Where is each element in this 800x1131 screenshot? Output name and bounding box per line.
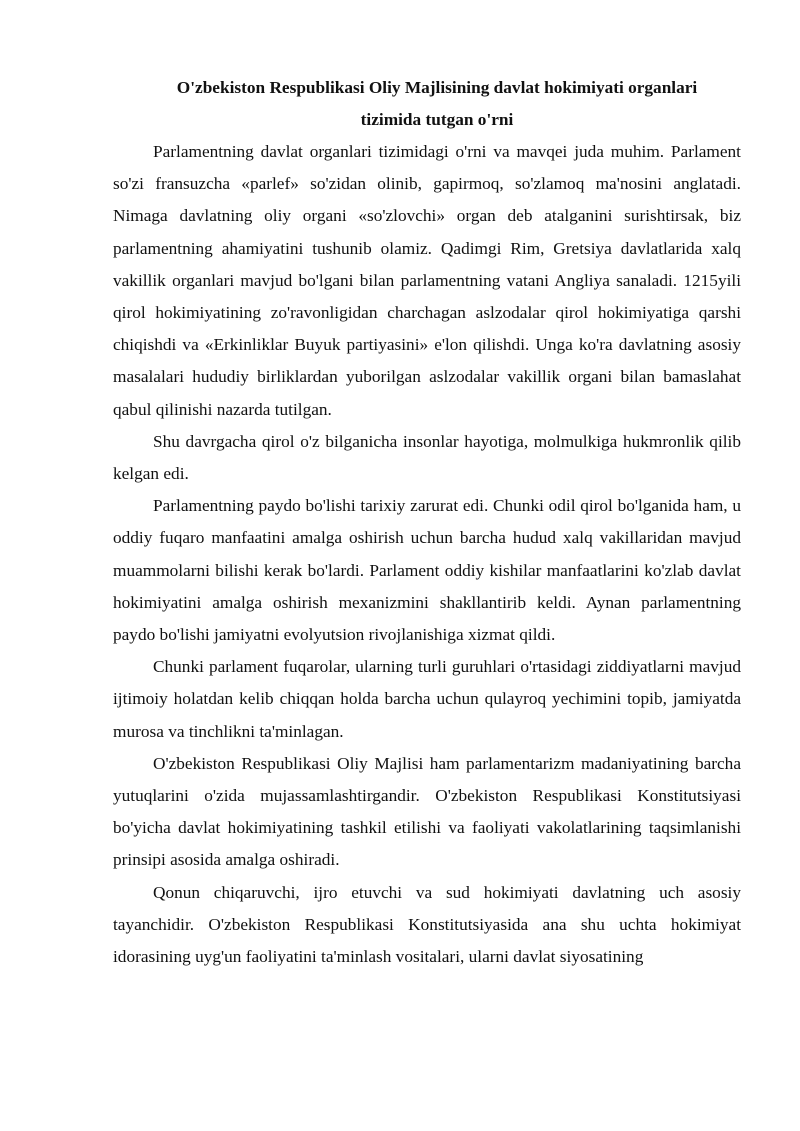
paragraph-2: Shu davrgacha qirol o'z bilganicha insonlar hayotiga, molmulkiga hukmronlik qilib kelgan edi.: [113, 431, 741, 484]
document-title: [113, 72, 741, 136]
title-line-2: tizimida tutgan o'rni: [360, 110, 514, 129]
paragraph-5: O'zbekiston Respublikasi Oliy Majlisi ham parlamentarizm madaniyatining barcha yutuqlarini o'zida mujassamlashtirgandir. O'zbekiston Respublikasi Konstitutsiyasi bo'yicha davlat hokimiyatining tashkil etilishi va faoliyati vakolatlarining taqsimlanishi prinsipi asosida amalga oshiradi.: [113, 753, 741, 870]
paragraph-3: Parlamentning paydo bo'lishi tarixiy zarurat edi. Chunki odil qirol bo'lganida ham, u oddiy fuqaro manfaatini amalga oshirish uchun barcha hudud xalq vakillaridan mavjud muammolarni bilishi kerak bo'lardi. Parlament oddiy kishilar manfaatlarini ko'zlab davlat hokimiyatini amalga oshirish mexanizmini shakllantirib keldi. Aynan parlamentning paydo bo'lishi jamiyatni evolyutsion rivojlanishiga xizmat qildi.: [113, 496, 741, 645]
paragraph-6: Qonun chiqaruvchi, ijro etuvchi va sud hokimiyati davlatning uch asosiy tayanchidir. O'zbekiston Respublikasi Konstitutsiyasida ana shu uchta hokimiyat idorasining uyg'un faoliyatini ta'minlash vositalari, ularni davlat siyosatining: [113, 882, 741, 967]
paragraph-4: Chunki parlament fuqarolar, ularning turli guruhlari o'rtasidagi ziddiyatlarni mavjud ijtimoiy holatdan kelib chiqqan holda barcha uchun qulayroq yechimini topib, jamiyatda murosa va tinchlikni ta'minlagan.: [113, 657, 741, 741]
title-line-1: O'zbekiston Respublikasi Oliy Majlisining davlat hokimiyati organlari: [176, 78, 698, 97]
paragraph-1: Parlamentning davlat organlari tizimidagi o'rni va mavqei juda muhim. Parlament so'zi fransuzcha «parlef» so'zidan olinib, gapirmoq, so'zlamoq ma'nosini anglatadi. Nimaga davlatning oliy organi «so'zlovchi» organ deb atalganini surishtirsak, biz parlamentning ahamiyatini tushunib olamiz. Qadimgi Rim, Gretsiya davlatlarida xalq vakillik organlari mavjud bo'lgani bilan parlamentning vatani Angliya sanaladi. 1215yili qirol hokimiyatining zo'ravonligidan charchagan aslzodalar qirol hokimiyatiga qarshi chiqishdi va «Erkinliklar Buyuk partiyasini» e'lon qilishdi. Unga ko'ra davlatning asosiy masalalari hududiy birliklardan yuborilgan aslzodalar vakillik organi bilan bamaslahat qabul qilinishi nazarda tutilgan.: [113, 142, 741, 419]
document-body: [113, 72, 741, 973]
